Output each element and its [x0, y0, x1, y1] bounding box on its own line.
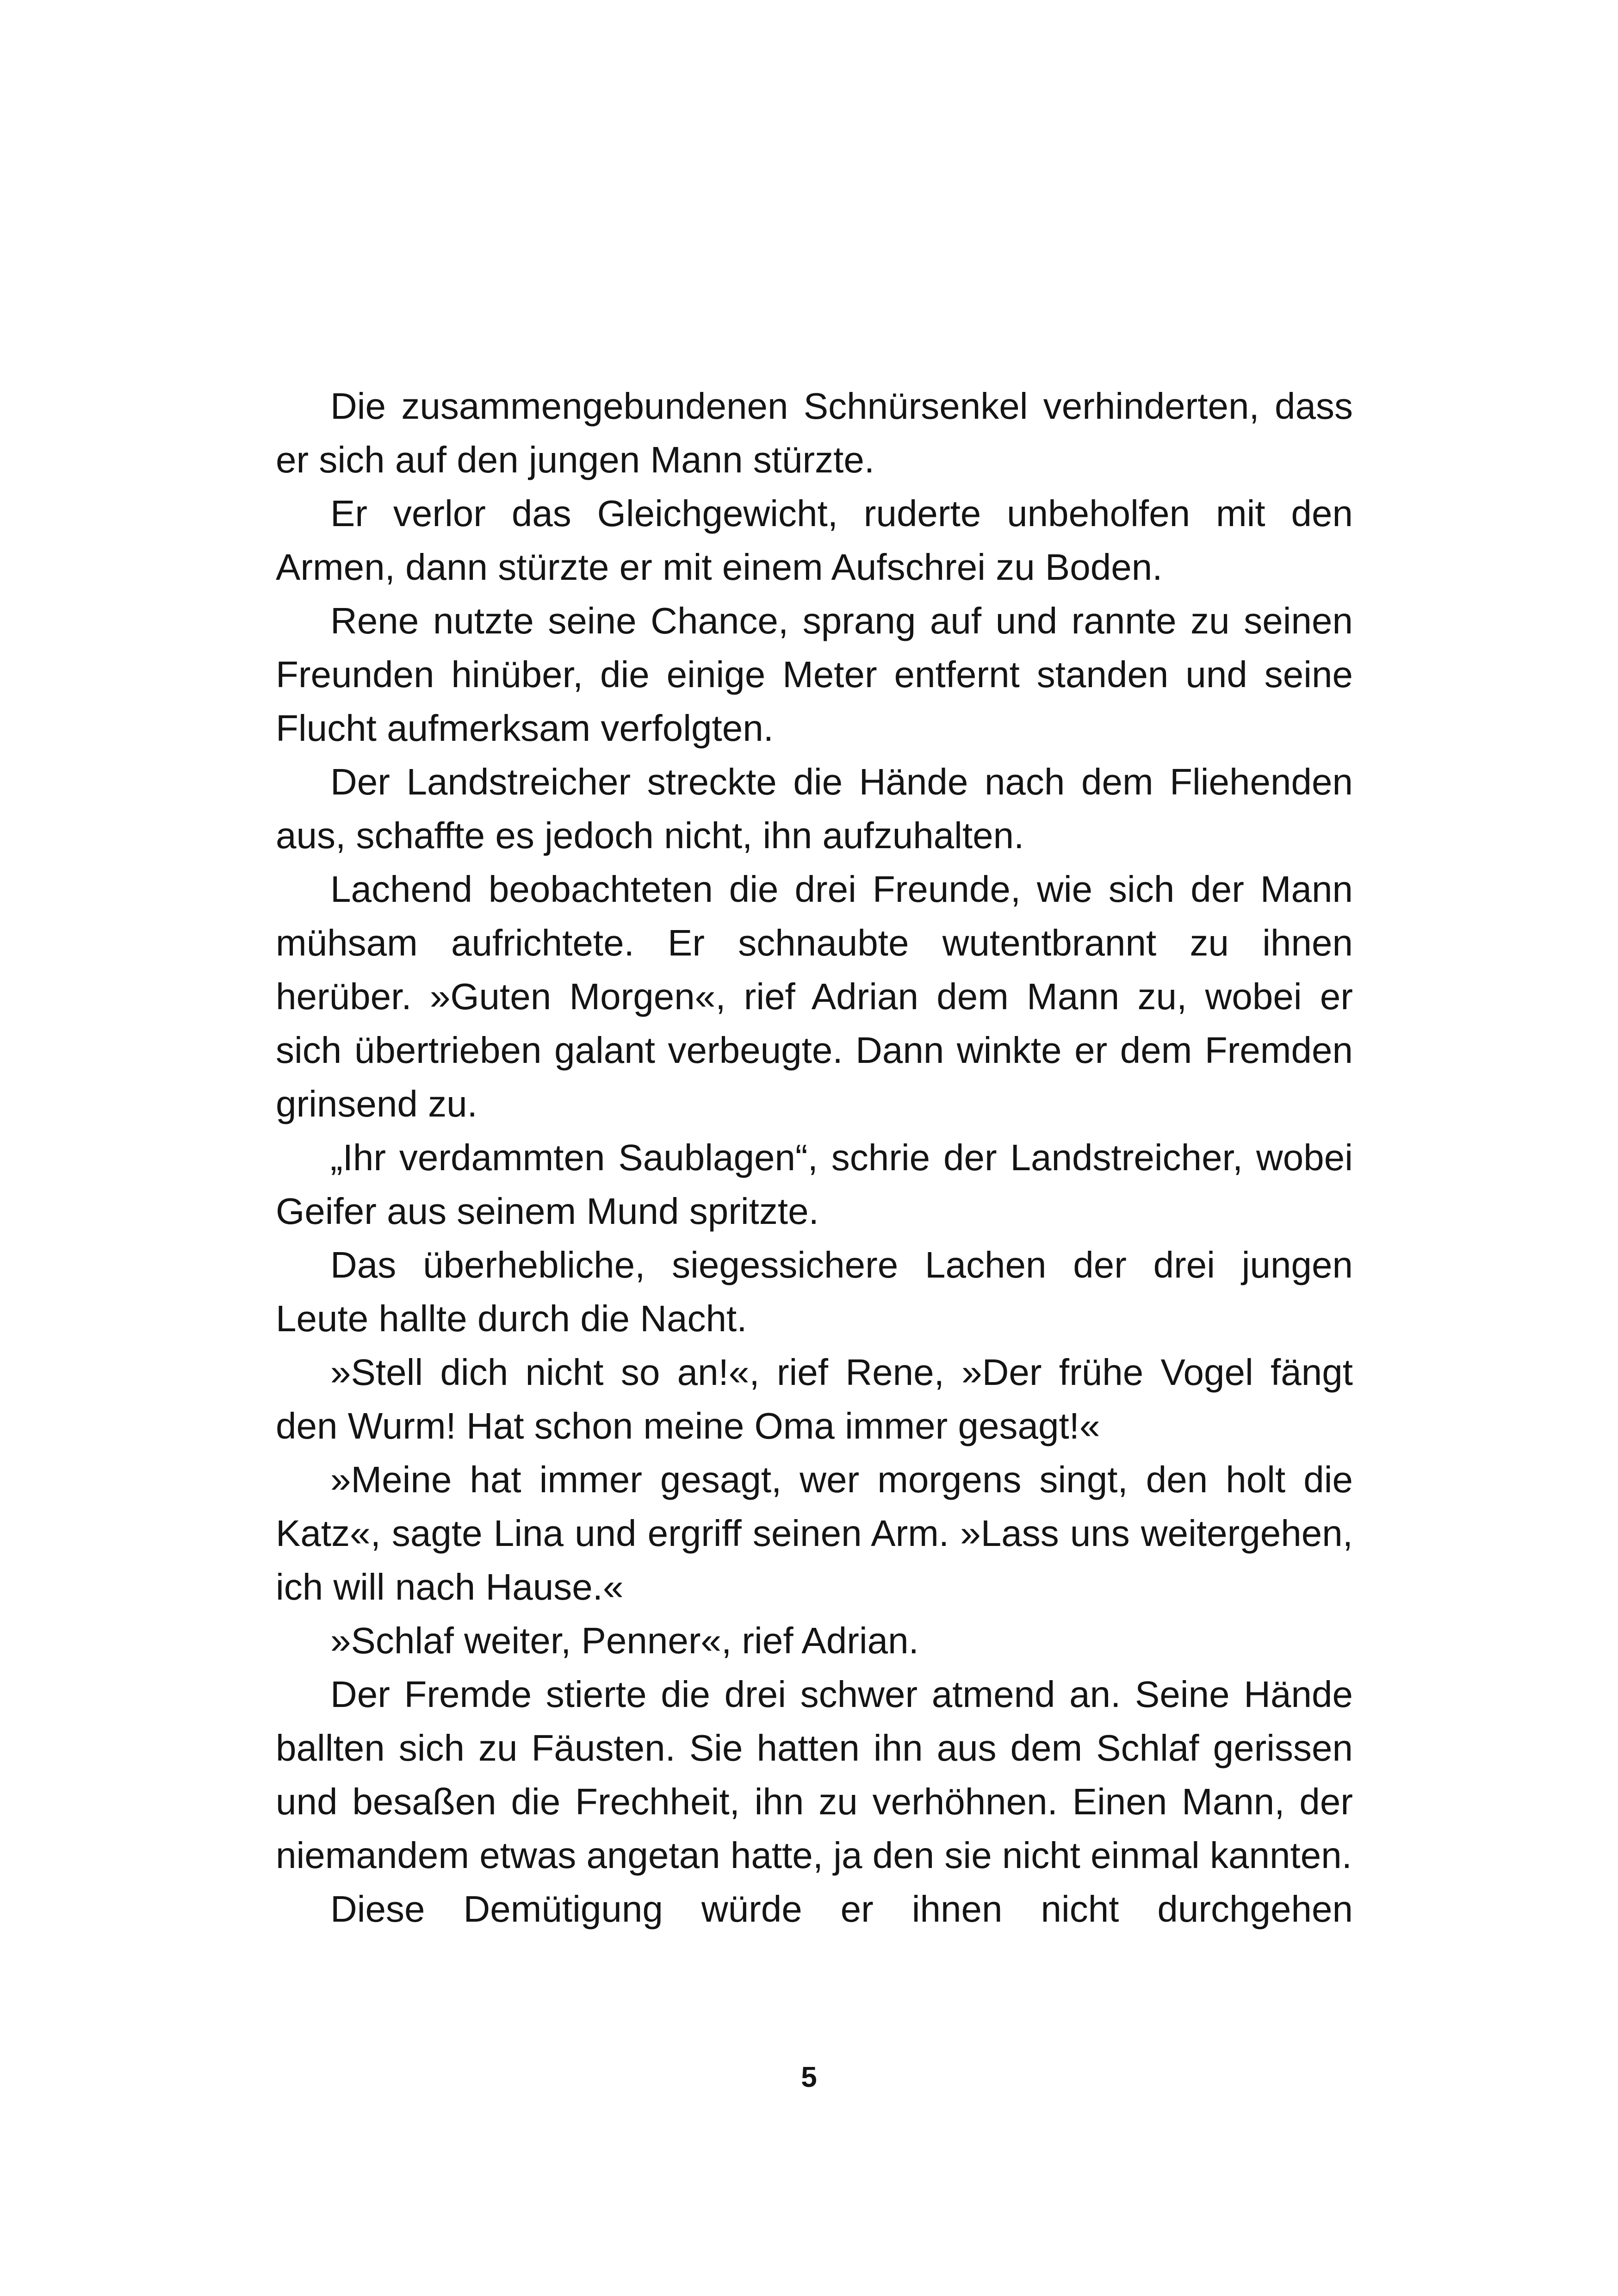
paragraph: Der Landstreicher streckte die Hände nach dem Fliehenden aus, schaffte es jedoch nicht, ihn aufzuhalten. — [276, 761, 1353, 856]
page-number: 5 — [801, 2061, 817, 2093]
paragraph: »Schlaf weiter, Penner«, rief Adrian. — [330, 1620, 919, 1661]
paragraph: Rene nutzte seine Chance, sprang auf und rannte zu seinen Freunden hinüber, die einige Meter entfernt standen und seine Flucht aufmerksam verfolgten. — [276, 600, 1353, 749]
paragraph: Er verlor das Gleichgewicht, ruderte unbeholfen mit den Armen, dann stürzte er mit einem Aufschrei zu Boden. — [276, 493, 1353, 588]
body-text — [276, 379, 1353, 1936]
paragraph: »Stell dich nicht so an!«, rief Rene, »Der frühe Vogel fängt den Wurm! Hat schon meine Oma immer gesagt!« — [276, 1352, 1353, 1446]
paragraph: Lachend beobachteten die drei Freunde, wie sich der Mann mühsam aufrichtete. Er schnaubte wutentbrannt zu ihnen herüber. »Guten Morgen«, rief Adrian dem Mann zu, wobei er sich übertrieben galant verbeugte. Dann winkte er dem Fremden grinsend zu. — [276, 869, 1353, 1124]
paragraph: »Meine hat immer gesagt, wer morgens singt, den holt die Katz«, sagte Lina und ergriff seinen Arm. »Lass uns weitergehen, ich will nach Hause.« — [276, 1459, 1353, 1607]
paragraph: Das überhebliche, siegessichere Lachen der drei jungen Leute hallte durch die Nacht. — [276, 1244, 1353, 1339]
paragraph: Der Fremde stierte die drei schwer atmend an. Seine Hände ballten sich zu Fäusten. Sie hatten ihn aus dem Schlaf gerissen und besaßen die Frechheit, ihn zu verhöhnen. Einen Mann, der niemandem etwas angetan hatte, ja den sie nicht einmal kannten. — [276, 1674, 1353, 1876]
paragraph: Die zusammengebundenen Schnürsenkel verhinderten, dass er sich auf den jungen Mann stürzte. — [276, 385, 1353, 480]
paragraph: Diese Demütigung würde er ihnen nicht durchgehen — [330, 1888, 1353, 1930]
paragraph: „Ihr verdammten Saublagen“, schrie der Landstreicher, wobei Geifer aus seinem Mund spritzte. — [276, 1137, 1353, 1232]
